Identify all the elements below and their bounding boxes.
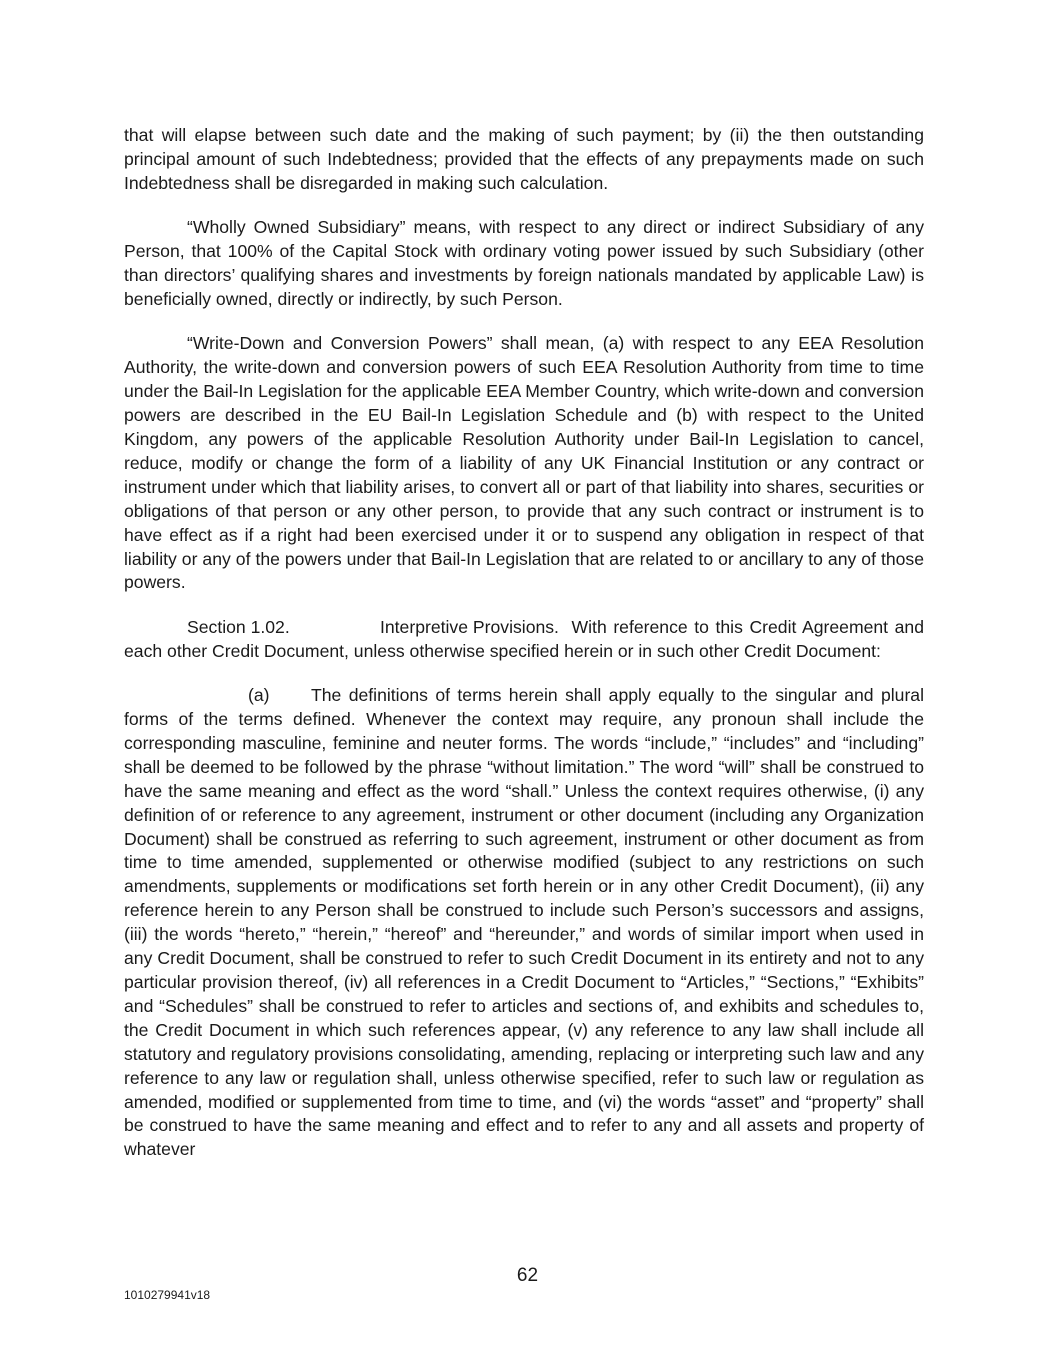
document-id: 1010279941v18 xyxy=(124,1288,211,1302)
section-title: Interpretive Provisions. xyxy=(380,616,559,637)
section-number: Section 1.02. xyxy=(187,616,290,637)
page-number: 62 xyxy=(516,1265,539,1286)
definition-write-down-and-conversion-powers: “Write-Down and Conversion Powers” shall mean, (a) with respect to any EEA Resolution Authority, the write-down and conversion powers of such EEA Resolution Authority from time to time under the Bail-In Legislation for the applicable EEA Member Country, which write-down and conversion powers are described in the EU Bail-In Legislation Schedule and (b) with respect to the United Kingdom, any powers of the applicable Resolution Authority under Bail-In Legislation to cancel, reduce, modify or change the form of a liability of any UK Financial Institution or any contract or instrument under which that liability arises, to convert all or part of that liability into shares, securities or obligations of that person or any other person, to provide that any such contract or instrument is to have effect as if a right had been exercised under it or to suspend any obligation in respect of that liability or any of the powers under that Bail-In Legislation that are related to or ancillary to any of those powers. xyxy=(124,333,924,593)
definition-wholly-owned-subsidiary: “Wholly Owned Subsidiary” means, with respect to any direct or indirect Subsidiary of any Person, that 100% of the Capital Stock with ordinary voting power issued by such Subsidiary (other than directors’ qualifying shares and investments by foreign nationals mandated by applicable Law) is beneficially owned, directly or indirectly, by such Person. xyxy=(124,217,924,309)
section-intro-text: With reference to this Credit Agreement and each other Credit Document, unless otherwise specified herein or in such other Credit Document: xyxy=(124,616,924,661)
paragraph-continuation: that will elapse between such date and the making of such payment; by (ii) the then outstanding principal amount of such Indebtedness; provided that the effects of any prepayments made on such Indebtedness shall be disregarded in making such calculation. xyxy=(124,125,924,193)
document-body xyxy=(124,124,924,1183)
subsection-label: (a) xyxy=(248,685,270,706)
subsection-a-paragraph xyxy=(124,684,924,1162)
section-1-02-paragraph xyxy=(124,616,924,664)
subsection-a-text: The definitions of terms herein shall apply equally to the singular and plural forms of the terms defined. Whenever the context may require, any pronoun shall include the corresponding masculine, feminine and neuter forms. The words “include,” “includes” and “including” shall be deemed to be followed by the phrase “without limitation.” The word “will” shall be construed to have the same meaning and effect as the word “shall.” Unless the context requires otherwise, (i) any definition of or reference to any agreement, instrument or other document (including any Organization Document) shall be construed as referring to such agreement, instrument or other document as from time to time amended, supplemented or otherwise modified (subject to any restrictions on such amendments, supplements or modifications set forth herein or in any other Credit Document), (ii) any reference herein to any Person shall be construed to include such Person’s successors and assigns, (iii) the words “hereto,” “herein,” “hereof” and “hereunder,” and words of similar import when used in any Credit Document, shall be construed to refer to such Credit Document in its entirety and not to any particular provision thereof, (iv) all references in a Credit Document to “Articles,” “Sections,” “Exhibits” and “Schedules” shall be construed to refer to articles and sections of, and exhibits and schedules to, the Credit Document in which such references appear, (v) any reference to any law shall include all statutory and regulatory provisions consolidating, amending, replacing or interpreting such law and any reference to any law or regulation shall, unless otherwise specified, refer to such law or regulation as amended, modified or supplemented from time to time, and (vi) the words “asset” and “property” shall be construed to have the same meaning and effect and to refer to any and all assets and property of whatever xyxy=(124,685,924,1160)
